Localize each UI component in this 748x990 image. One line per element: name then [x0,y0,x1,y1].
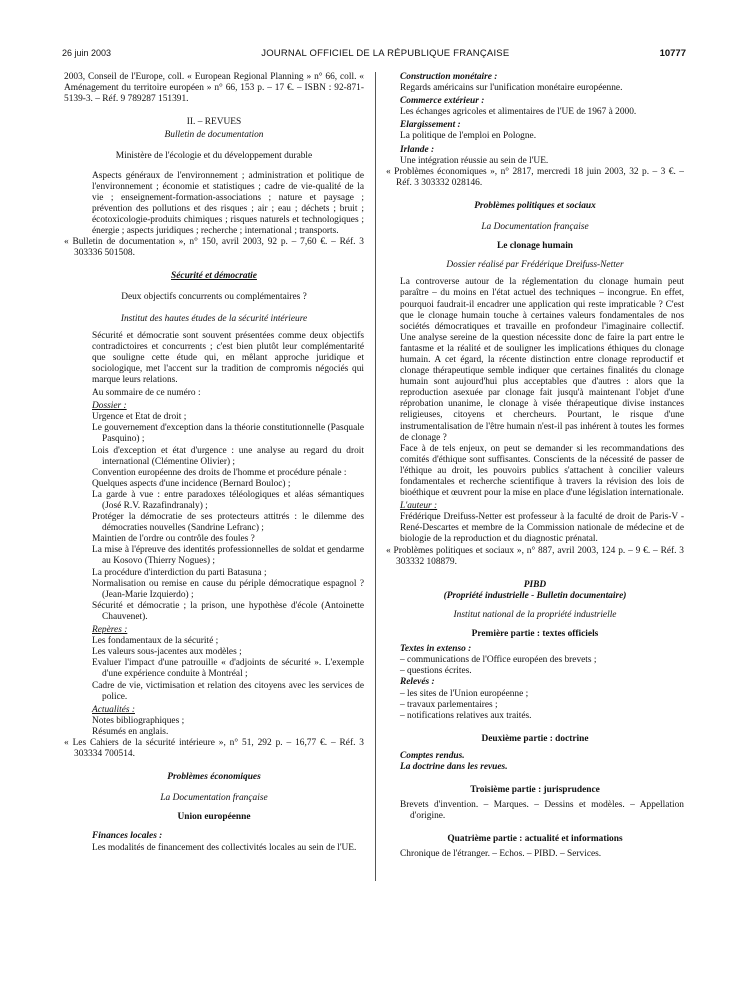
bulletin-title: Bulletin de documentation [164,130,264,141]
reperes-item: Cadre de vie, victimisation et relation des citoyens avec les services de police. [92,680,364,702]
securite-institute: Institut des hautes études de la sécurité intérieure [120,313,308,324]
textes-label: Textes in extenso : [400,644,472,655]
dossier-item: Lois d'exception et état d'urgence : une analyse au regard du droit international (Clémentine Olivier) ; [92,445,364,467]
dossier-item: Protéger la démocratie de ses protecteurs attitrés : le dilemme des démocraties nouvelles (Sandrine Lefranc) ; [92,512,364,534]
textes-item: – communications de l'Office européen des brevets ; [400,655,597,666]
dossier-item: Le gouvernement d'exception dans la théorie constitutionnelle (Pasquale Pasquino) ; [92,423,364,445]
section-heading: II. – REVUES [186,117,242,128]
releves-label: Relevés : [400,677,435,688]
clonage-heading: Le clonage humain [496,241,574,252]
actualites-item: Notes bibliographiques ; [92,715,185,726]
securite-description: Sécurité et démocratie sont souvent présentées comme deux objectifs contradictoires et concurrents ; c'est bien plutôt leur complémentarité que souligne cette étude qui, en mêlant approche juridique et sociologique, met l'accent sur la tradition de compromis négociés qui marque leurs relations. [92,330,364,385]
actualites-item: Résumés en anglais. [92,726,169,737]
header-page-number: 10777 [659,48,686,59]
securite-contents [64,401,364,738]
dossier-item: Quelques aspects d'une incidence (Bernard Bouloc) ; [92,478,291,489]
left-column [64,72,364,854]
pibd-subtitle: (Propriété industrielle - Bulletin documentaire) [443,590,627,601]
page-header [62,48,686,59]
part3-text: Brevets d'invention. – Marques. – Dessins et modèles. – Appellation d'origine. [400,800,684,822]
economiques-publisher: La Documentation française [160,793,268,804]
securite-subtitle: Deux objectifs concurrents ou complémentaires ? [121,292,307,303]
part2-heading: Deuxième partie : doctrine [481,733,589,744]
reperes-label: Repères : [92,625,128,636]
dossier-item: Sécurité et démocratie ; la prison, une hypothèse d'école (Antoinette Chauvenet). [92,600,364,622]
dossier-item: Convention européenne des droits de l'homme et procédure pénale : [92,467,347,478]
finances-label: Finances locales : [92,831,163,842]
clonage-dossier-author: Dossier réalisé par Frédérique Dreifuss-Netter [446,260,624,271]
economiques-title: Problèmes économiques [167,772,261,783]
releves-item: – travaux parlementaires ; [400,699,498,710]
clonage-paragraph-1: La controverse autour de la réglementation du clonage humain peut paraître – du moins en l'état actuel des techniques – incongrue. En effet, pourquoi faudrait-il encadrer une application qui reste impraticable ? C'est que le clonage humain touche à certaines valeurs fondamentales de nos sociétés démocratiques et travaille en profondeur l'imaginaire collectif. Une analyse sereine de la question nécessite donc de faire la part entre le fantasme et la réalité et de souligner les implications éthiques du clonage humain. A cet égard, la récente distinction entre clonage reproductif et clonage thérapeutique semble indiquer que certaines finalités du clonage humain sont aujourd'hui plus acceptables que d'autres : alors que la reproduction asexuée par clonage fait jusqu'à maintenant l'objet d'une réprobation unanime, le clonage à visée thérapeutique divise instances religieuses, citoyens et chercheurs. Pourtant, le risque d'une instrumentalisation de l'être humain n'est-il pas inhérent à toutes les formes de clonage ? [400,277,684,443]
auteur-label: L'auteur : [400,501,438,512]
part3-heading: Troisième partie : jurisprudence [470,785,600,796]
part2-contents [386,751,684,773]
bulletin-reference: « Bulletin de documentation », n° 150, avril 2003, 92 p. – 7,60 €. – Réf. 3 303336 501508. [64,237,364,259]
construction-label: Construction monétaire : [400,72,498,82]
politiques-title: Problèmes politiques et sociaux [474,200,596,211]
dossier-item: Normalisation ou remise en cause du périple démocratique espagnol ? (Jean-Marie Izquierdo) ; [92,578,364,600]
right-column [386,72,684,861]
dossier-item: La mise à l'épreuve des identités professionnelles de soldat et gendarme au Kosovo (Thierry Nogues) ; [92,545,364,567]
dossier-item: La garde à vue : entre paradoxes téléologiques et aléas sémantiques (José R.V. Razafindranaly) ; [92,489,364,511]
actualites-label: Actualités : [92,704,135,715]
dossier-item: La procédure d'interdiction du parti Batasuna ; [92,567,267,578]
releves-item: – les sites de l'Union européenne ; [400,688,529,699]
economiques-reference: « Problèmes économiques », n° 2817, mercredi 18 juin 2003, 32 p. – 3 €. – Réf. 3 303332 028146. [386,166,684,188]
elargissement-label: Elargissement : [400,120,461,131]
reperes-item: Les valeurs sous-jacentes aux modèles ; [92,647,242,658]
ministry-name: Ministère de l'écologie et du développement durable [115,151,313,162]
releves-item: – notifications relatives aux traités. [400,710,532,721]
reperes-item: Les fondamentaux de la sécurité ; [92,636,219,647]
elargissement-text: La politique de l'emploi en Pologne. [400,131,537,142]
finances-text: Les modalités de financement des collectivités locales au sein de l'UE. [92,842,357,853]
part4-text: Chronique de l'étranger. – Echos. – PIBD. – Services. [400,849,602,860]
auteur-text: Frédérique Dreifuss-Netter est professeur à la faculté de droit de Paris-V - René-Descartes et membre de la Commission nationale de médecine et de biologie de la reproduction et du diagnostic prénatal. [400,512,684,545]
part4-heading: Quatrième partie : actualité et informations [447,834,623,845]
union-europeenne-heading: Union européenne [177,812,251,823]
clonage-body [386,277,684,545]
reperes-item: Evaluer l'impact d'une patrouille « d'adjoints de sécurité ». L'exemple d'une expérience conduite à Montréal ; [92,658,364,680]
commerce-label: Commerce extérieur : [400,96,485,107]
irlande-label: Irlande : [400,144,435,155]
cahiers-reference: « Les Cahiers de la sécurité intérieure », n° 51, 292 p. – 16,77 €. – Réf. 3 303334 700514. [64,737,364,760]
part1-contents [386,644,684,722]
irlande-text: Une intégration réussie au sein de l'UE. [400,155,549,166]
politiques-publisher: La Documentation française [481,222,589,233]
textes-item: – questions écrites. [400,666,472,677]
pibd-institute: Institut national de la propriété industrielle [453,609,617,620]
commerce-text: Les échanges agricoles et alimentaires de l'UE de 1967 à 2000. [400,107,637,118]
pibd-title: PIBD [523,579,547,590]
header-journal-title: JOURNAL OFFICIEL DE LA RÉPUBLIQUE FRANÇAISE [261,48,510,59]
intro-reference: 2003, Conseil de l'Europe, coll. « European Regional Planning » n° 66, coll. « Aménagement du territoire européen » n° 66, 153 p. – 17 €. – ISBN : 92-871-5139-3. – Réf. 9 789287 151391. [64,72,364,105]
politiques-reference: « Problèmes politiques et sociaux », n° 887, avril 2003, 124 p. – 9 €. – Réf. 3 303332 108879. [386,545,684,567]
dossier-item: Urgence et Etat de droit ; [92,412,187,423]
dossier-item: Maintien de l'ordre ou contrôle des foules ? [92,534,255,545]
finances-block [64,831,364,853]
comptes-rendus-label: Comptes rendus. [400,750,465,761]
header-date: 26 juin 2003 [62,48,112,58]
clonage-paragraph-2: Face à de tels enjeux, on peut se demander si les recommandations des comités d'éthique sont suffisantes. Conscients de la nécessité de passer de l'éthique au droit, les pouvoirs publics s'attachent à concilier valeurs fondamentales et recherche scientifique à travers la révision des lois de bioéthique et œuvrent pour la mise en place d'une législation internationale. [400,443,684,499]
economiques-topics [386,72,684,167]
part1-heading: Première partie : textes officiels [471,629,599,640]
doctrine-label: La doctrine dans les revues. [400,761,508,772]
sommaire-label: Au sommaire de ce numéro : [92,388,201,399]
bulletin-aspects: Aspects généraux de l'environnement ; administration et politique de l'environnement ; économie et statistiques ; cadre de vie-qualité de la vie ; enseignement-formation-associations ; nature et paysage ; prévention des pollutions et des risques ; air ; eau ; déchets ; bruit ; écotoxicologie-produits chimiques ; risques naturels et technologiques ; énergie ; aspects juridiques ; recherche ; international ; transports. [92,170,364,237]
construction-text: Regards américains sur l'unification monétaire européenne. [400,83,623,94]
dossier-label: Dossier : [92,401,127,412]
securite-title: Sécurité et démocratie [171,271,257,282]
